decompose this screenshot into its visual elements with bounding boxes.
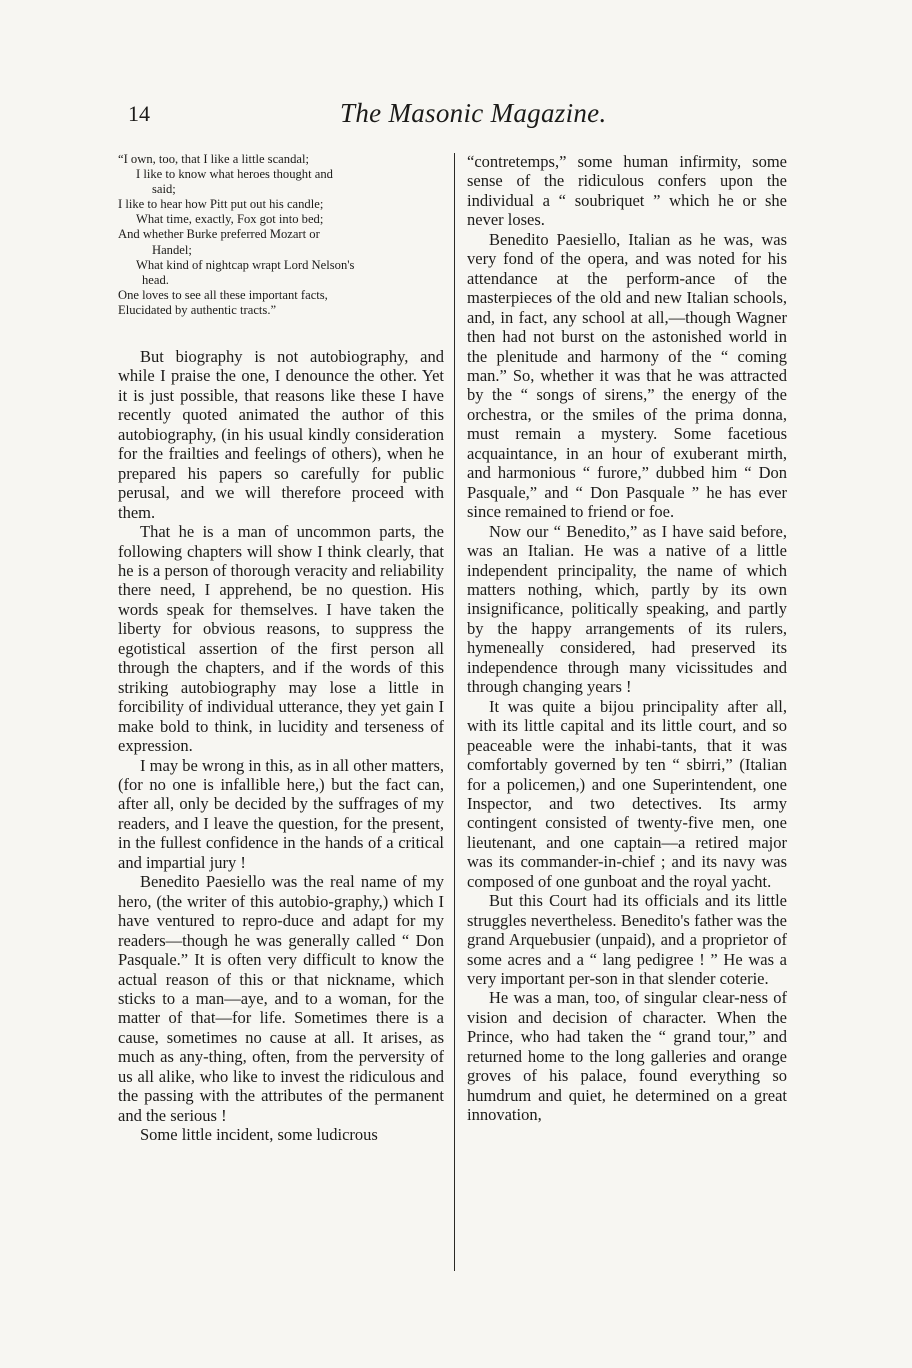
paragraph: Benedito Paesiello was the real name of my hero, (the writer of this autobio-graphy,) which I have ventured to repro-duce and adapt for my readers—though he was generally called “ Don Pasquale.” It is often very difficult to know the actual reason of this or that nickname, which sticks to a man—aye, and to a woman, for the matter of that—for life. Sometimes there is a cause, sometimes no cause at all. It arises, as much as any-thing, often, from the perversity of us all alike, who like to invest the ridiculous and the passing with the attributes of the permanent and the serious ! (118, 872, 444, 1125)
paragraph: It was quite a bijou principality after all, with its little capital and its little court, and so peaceable were the inhabi-tants, that it was comfortably governed by ten “ sbirri,” (Italian for a policemen,) and one Superintendent, one Inspector, and two detectives. Its army contingent consisted of twenty-five men, one lieutenant, and one captain—a retired major was its commander-in-chief ; and its navy was composed of one gunboat and the royal yacht. (467, 696, 787, 891)
page-header (0, 95, 912, 135)
verse-line: Handel; (152, 242, 192, 257)
verse-line: Elucidated by authentic tracts.” (118, 302, 277, 317)
paragraph: But this Court had its officials and its little struggles nevertheless. Benedito's father was the grand Arquebusier (unpaid), and a proprietor of some acres and a “ lang pedigree ! ” He was a very important per-son in that slender coterie. (467, 891, 787, 989)
verse-line: What time, exactly, Fox got into bed; (136, 212, 324, 227)
verse-line: One loves to see all these important facts, (118, 287, 328, 302)
magazine-title: The Masonic Magazine. (340, 98, 607, 128)
paragraph: Some little incident, some ludicrous (140, 1125, 378, 1145)
verse-quotation (118, 152, 444, 318)
left-column (118, 152, 444, 1145)
verse-line: And whether Burke preferred Mozart or (118, 227, 320, 242)
right-column (467, 152, 787, 1125)
paragraph: I may be wrong in this, as in all other matters, (for no one is infallible here,) but the fact can, after all, only be decided by the suffrages of my readers, and I leave the question, for the present, in the fullest confidence in the hands of a critical and impartial jury ! (118, 755, 444, 872)
verse-line: head. (142, 272, 169, 287)
verse-line: I like to hear how Pitt put out his candle; (118, 197, 324, 212)
paragraph: Now our “ Benedito,” as I have said before, was an Italian. He was a native of a little independent principality, the name of which matters nothing, which, partly by its own insignificance, politically speaking, and partly by the happy arrangements of its rulers, hymeneally considered, had preserved its independence through many vicissitudes and through changing years ! (467, 521, 787, 697)
verse-line: What kind of nightcap wrapt Lord Nelson's (136, 257, 355, 272)
paragraph: That he is a man of uncommon parts, the following chapters will show I think clearly, that he is a person of thorough veracity and reliability there need, I apprehend, be no question. His words speak for themselves. I have taken the liberty for obvious reasons, to suppress the egotistical assertion of the first person all through the chapters, and if the words of this striking autobiography may lose a little in forcibility of individual utterance, they yet gain I make bold to think, in lucidity and terseness of expression. (118, 522, 444, 756)
verse-line: said; (152, 182, 176, 197)
paragraph: He was a man, too, of singular clear-ness of vision and decision of character. When the Prince, who had taken the “ grand tour,” and returned home to the long galleries and orange groves of his palace, found everything so humdrum and quiet, he determined on a great innovation, (467, 988, 787, 1125)
paragraph: Benedito Paesiello, Italian as he was, was very fond of the opera, and was noted for his attendance at the perform-ance of the masterpieces of the old and new Italian schools, and, in fact, any school at all,—though Wagner then had not burst on the astonished world in the plenitude and harmony of the “ coming man.” So, whether it was that he was attracted by the “ songs of sirens,” the energy of the orchestra, or the smiles of the prima donna, must remain a mystery. Some facetious acquaintance, in an hour of exuberant mirth, and harmonious “ furore,” dubbed him “ Don Pasquale,” and “ Don Pasquale ” he has ever since remained to friend or foe. (467, 229, 787, 522)
page-number: 14 (128, 101, 150, 126)
column-divider (454, 153, 455, 1271)
paragraph: But biography is not autobiography, and while I praise the one, I denounce the other. Yet it is just possible, that reasons like these I have recently quoted animated the author of this autobiography, (in his usual kindly consideration for the frailties and feelings of others), when he prepared his papers so carefully for public perusal, and we will therefore proceed with them. (118, 347, 444, 522)
paragraph: “contretemps,” some human infirmity, some sense of the ridiculous confers upon the individual a “ soubriquet ” which he or she never loses. (467, 152, 787, 230)
verse-line: I like to know what heroes thought and (136, 167, 333, 182)
verse-line: “I own, too, that I like a little scandal; (118, 152, 309, 166)
